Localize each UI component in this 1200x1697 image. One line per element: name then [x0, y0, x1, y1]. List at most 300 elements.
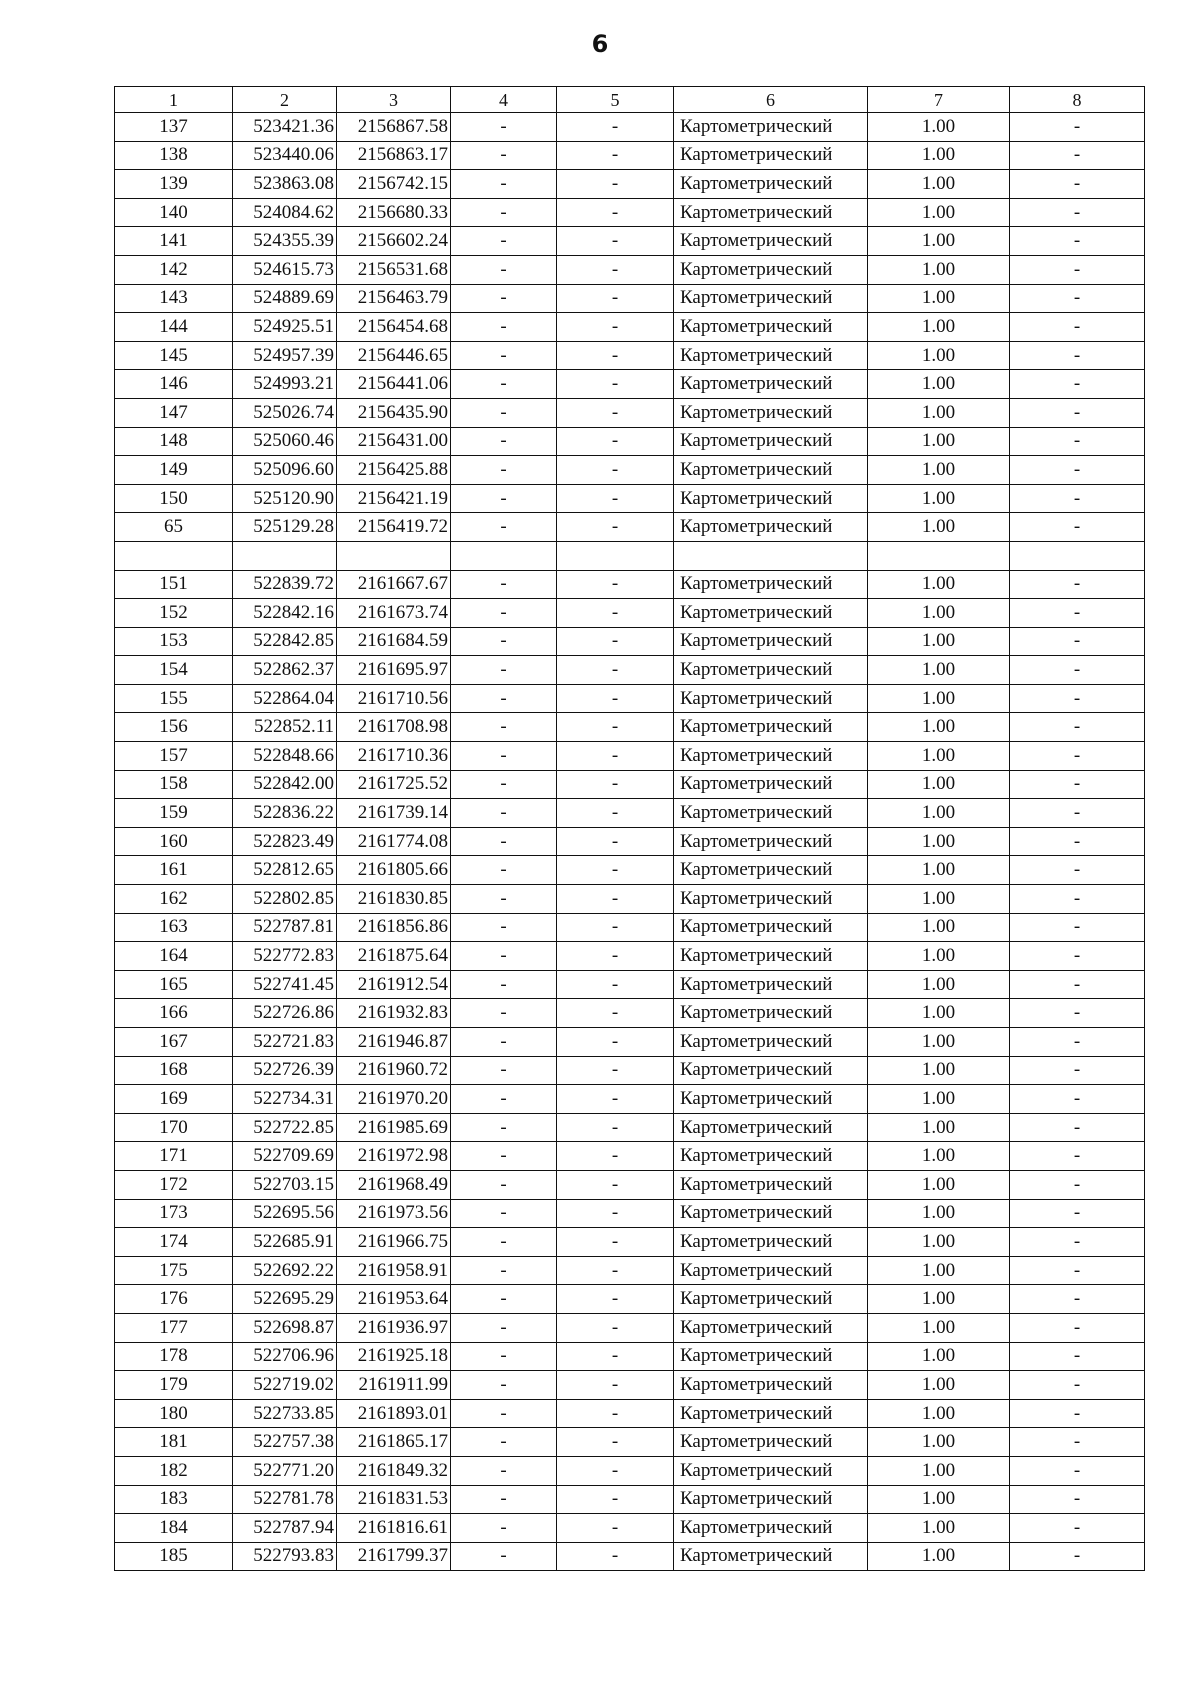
col-4-cell: -: [451, 141, 557, 170]
col-8-cell: -: [1010, 770, 1145, 799]
col-4-cell: -: [451, 484, 557, 513]
method-cell: Картометрический: [674, 799, 868, 828]
x-coordinate-cell: 524889.69: [233, 284, 337, 313]
accuracy-cell: 1.00: [868, 1285, 1010, 1314]
point-number-cell: 137: [115, 113, 233, 142]
y-coordinate-cell: 2161849.32: [337, 1456, 451, 1485]
accuracy-cell: 1.00: [868, 1399, 1010, 1428]
col-5-cell: -: [557, 427, 674, 456]
col-8-cell: -: [1010, 713, 1145, 742]
method-cell: Картометрический: [674, 1542, 868, 1571]
table-row: [115, 684, 1145, 713]
table-row: [115, 456, 1145, 485]
col-5-cell: -: [557, 770, 674, 799]
col-4-cell: -: [451, 1542, 557, 1571]
method-cell: Картометрический: [674, 398, 868, 427]
col-8-cell: -: [1010, 1285, 1145, 1314]
col-8-cell: [1010, 541, 1145, 570]
table-row: [115, 427, 1145, 456]
y-coordinate-cell: 2156742.15: [337, 170, 451, 199]
x-coordinate-cell: 522781.78: [233, 1485, 337, 1514]
table-row: [115, 970, 1145, 999]
point-number-cell: 174: [115, 1228, 233, 1257]
col-5-cell: -: [557, 656, 674, 685]
col-5-cell: [557, 541, 674, 570]
x-coordinate-cell: 522734.31: [233, 1085, 337, 1114]
col-5-cell: -: [557, 570, 674, 599]
y-coordinate-cell: 2161710.56: [337, 684, 451, 713]
col-5-cell: -: [557, 484, 674, 513]
point-number-cell: 165: [115, 970, 233, 999]
method-cell: Картометрический: [674, 1028, 868, 1057]
col-8-cell: -: [1010, 1456, 1145, 1485]
y-coordinate-cell: 2161970.20: [337, 1085, 451, 1114]
col-8-cell: -: [1010, 1113, 1145, 1142]
col-5-cell: -: [557, 1285, 674, 1314]
y-coordinate-cell: 2161831.53: [337, 1485, 451, 1514]
col-5-cell: -: [557, 827, 674, 856]
col-8-cell: -: [1010, 1542, 1145, 1571]
y-coordinate-cell: 2161953.64: [337, 1285, 451, 1314]
col-5-cell: -: [557, 1056, 674, 1085]
col-8-cell: -: [1010, 742, 1145, 771]
col-4-cell: -: [451, 942, 557, 971]
col-5-cell: -: [557, 313, 674, 342]
col-8-cell: -: [1010, 313, 1145, 342]
col-4-cell: -: [451, 1199, 557, 1228]
method-cell: Картометрический: [674, 456, 868, 485]
y-coordinate-cell: 2161875.64: [337, 942, 451, 971]
point-number-cell: 181: [115, 1428, 233, 1457]
col-5-cell: -: [557, 742, 674, 771]
point-number-cell: 158: [115, 770, 233, 799]
col-8-cell: -: [1010, 113, 1145, 142]
col-8-cell: -: [1010, 227, 1145, 256]
point-number-cell: 183: [115, 1485, 233, 1514]
method-cell: Картометрический: [674, 255, 868, 284]
method-cell: Картометрический: [674, 427, 868, 456]
table-row: [115, 1313, 1145, 1342]
x-coordinate-cell: 522741.45: [233, 970, 337, 999]
col-4-cell: -: [451, 1456, 557, 1485]
method-cell: Картометрический: [674, 341, 868, 370]
x-coordinate-cell: 522719.02: [233, 1371, 337, 1400]
col-4-cell: -: [451, 827, 557, 856]
table-row: [115, 1342, 1145, 1371]
table-row: [115, 742, 1145, 771]
col-5-cell: -: [557, 885, 674, 914]
accuracy-cell: 1.00: [868, 770, 1010, 799]
col-8-cell: -: [1010, 1514, 1145, 1543]
method-cell: Картометрический: [674, 742, 868, 771]
col-4-cell: -: [451, 999, 557, 1028]
y-coordinate-cell: 2161925.18: [337, 1342, 451, 1371]
table-row: [115, 1056, 1145, 1085]
col-5-cell: -: [557, 1113, 674, 1142]
col-4-cell: -: [451, 513, 557, 542]
method-cell: Картометрический: [674, 1228, 868, 1257]
col-8-cell: -: [1010, 799, 1145, 828]
table-row: [115, 113, 1145, 142]
y-coordinate-cell: 2161972.98: [337, 1142, 451, 1171]
method-cell: Картометрический: [674, 1514, 868, 1543]
accuracy-cell: 1.00: [868, 227, 1010, 256]
point-number-cell: 171: [115, 1142, 233, 1171]
method-cell: Картометрический: [674, 827, 868, 856]
accuracy-cell: 1.00: [868, 1542, 1010, 1571]
method-cell: Картометрический: [674, 1456, 868, 1485]
y-coordinate-cell: 2156435.90: [337, 398, 451, 427]
col-5-cell: -: [557, 799, 674, 828]
x-coordinate-cell: 524957.39: [233, 341, 337, 370]
col-5-cell: -: [557, 1371, 674, 1400]
y-coordinate-cell: 2161966.75: [337, 1228, 451, 1257]
accuracy-cell: 1.00: [868, 999, 1010, 1028]
col-8-cell: -: [1010, 1399, 1145, 1428]
x-coordinate-cell: 523421.36: [233, 113, 337, 142]
col-4-cell: -: [451, 370, 557, 399]
y-coordinate-cell: 2161708.98: [337, 713, 451, 742]
point-number-cell: 167: [115, 1028, 233, 1057]
table-row: [115, 827, 1145, 856]
point-number-cell: 185: [115, 1542, 233, 1571]
point-number-cell: 151: [115, 570, 233, 599]
col-8-cell: -: [1010, 1056, 1145, 1085]
accuracy-cell: 1.00: [868, 627, 1010, 656]
col-4-cell: -: [451, 1342, 557, 1371]
col-8-cell: -: [1010, 341, 1145, 370]
col-4-cell: -: [451, 198, 557, 227]
col-4-cell: -: [451, 1485, 557, 1514]
table-row: [115, 1085, 1145, 1114]
col-8-cell: -: [1010, 456, 1145, 485]
accuracy-cell: 1.00: [868, 341, 1010, 370]
col-5-cell: -: [557, 1542, 674, 1571]
table-row: [115, 770, 1145, 799]
point-number-cell: 161: [115, 856, 233, 885]
col-8-cell: -: [1010, 1371, 1145, 1400]
col-5-cell: -: [557, 970, 674, 999]
col-8-cell: -: [1010, 370, 1145, 399]
method-cell: Картометрический: [674, 513, 868, 542]
point-number-cell: 150: [115, 484, 233, 513]
y-coordinate-cell: 2161805.66: [337, 856, 451, 885]
x-coordinate-cell: 522787.81: [233, 913, 337, 942]
table-row: [115, 1228, 1145, 1257]
accuracy-cell: 1.00: [868, 484, 1010, 513]
table-row: [115, 398, 1145, 427]
accuracy-cell: 1.00: [868, 713, 1010, 742]
point-number-cell: 175: [115, 1256, 233, 1285]
col-8-cell: -: [1010, 627, 1145, 656]
method-cell: Картометрический: [674, 1085, 868, 1114]
col-8-cell: -: [1010, 141, 1145, 170]
col-8-cell: -: [1010, 570, 1145, 599]
method-cell: Картометрический: [674, 627, 868, 656]
y-coordinate-cell: 2161932.83: [337, 999, 451, 1028]
accuracy-cell: 1.00: [868, 1228, 1010, 1257]
col-5-cell: -: [557, 1228, 674, 1257]
col-5-cell: -: [557, 856, 674, 885]
col-8-cell: -: [1010, 1313, 1145, 1342]
col-4-cell: -: [451, 1228, 557, 1257]
x-coordinate-cell: 522823.49: [233, 827, 337, 856]
table-row: [115, 141, 1145, 170]
accuracy-cell: 1.00: [868, 513, 1010, 542]
method-cell: Картометрический: [674, 970, 868, 999]
point-number-cell: 145: [115, 341, 233, 370]
col-8-cell: -: [1010, 1142, 1145, 1171]
col-8-cell: -: [1010, 1028, 1145, 1057]
col-8-cell: -: [1010, 913, 1145, 942]
col-4-cell: -: [451, 799, 557, 828]
col-5-cell: -: [557, 627, 674, 656]
x-coordinate-cell: 524615.73: [233, 255, 337, 284]
point-number-cell: 140: [115, 198, 233, 227]
x-coordinate-cell: 522852.11: [233, 713, 337, 742]
accuracy-cell: 1.00: [868, 885, 1010, 914]
accuracy-cell: 1.00: [868, 1428, 1010, 1457]
point-number-cell: 179: [115, 1371, 233, 1400]
col-8-cell: -: [1010, 827, 1145, 856]
col-5-cell: -: [557, 684, 674, 713]
x-coordinate-cell: 522772.83: [233, 942, 337, 971]
point-number-cell: 152: [115, 599, 233, 628]
col-4-cell: -: [451, 885, 557, 914]
col-5-cell: -: [557, 284, 674, 313]
method-cell: Картометрический: [674, 770, 868, 799]
col-4-cell: -: [451, 1399, 557, 1428]
point-number-cell: 184: [115, 1514, 233, 1543]
y-coordinate-cell: 2156454.68: [337, 313, 451, 342]
x-coordinate-cell: 525129.28: [233, 513, 337, 542]
x-coordinate-cell: 522695.29: [233, 1285, 337, 1314]
method-cell: Картометрический: [674, 370, 868, 399]
point-number-cell: 142: [115, 255, 233, 284]
accuracy-cell: 1.00: [868, 313, 1010, 342]
table-row: [115, 713, 1145, 742]
y-coordinate-cell: 2156421.19: [337, 484, 451, 513]
accuracy-cell: 1.00: [868, 1313, 1010, 1342]
header-cell: 1: [115, 87, 233, 113]
y-coordinate-cell: 2161667.67: [337, 570, 451, 599]
point-number-cell: 144: [115, 313, 233, 342]
y-coordinate-cell: 2156446.65: [337, 341, 451, 370]
col-4-cell: -: [451, 1028, 557, 1057]
table-row: [115, 1371, 1145, 1400]
table-row: [115, 227, 1145, 256]
col-8-cell: -: [1010, 1228, 1145, 1257]
method-cell: Картометрический: [674, 999, 868, 1028]
method-cell: Картометрический: [674, 599, 868, 628]
x-coordinate-cell: 522842.16: [233, 599, 337, 628]
col-4-cell: -: [451, 856, 557, 885]
point-number-cell: 154: [115, 656, 233, 685]
col-4-cell: -: [451, 770, 557, 799]
y-coordinate-cell: 2156680.33: [337, 198, 451, 227]
y-coordinate-cell: 2161774.08: [337, 827, 451, 856]
method-cell: Картометрический: [674, 1256, 868, 1285]
accuracy-cell: 1.00: [868, 599, 1010, 628]
col-5-cell: -: [557, 1313, 674, 1342]
x-coordinate-cell: 522839.72: [233, 570, 337, 599]
col-4-cell: -: [451, 627, 557, 656]
table-row: [115, 1256, 1145, 1285]
table-header-row: [115, 87, 1145, 113]
x-coordinate-cell: 522733.85: [233, 1399, 337, 1428]
col-4-cell: -: [451, 1113, 557, 1142]
y-coordinate-cell: 2161695.97: [337, 656, 451, 685]
method-cell: Картометрический: [674, 1342, 868, 1371]
point-number-cell: 182: [115, 1456, 233, 1485]
y-coordinate-cell: 2161799.37: [337, 1542, 451, 1571]
point-number-cell: 176: [115, 1285, 233, 1314]
accuracy-cell: 1.00: [868, 456, 1010, 485]
col-5-cell: -: [557, 513, 674, 542]
col-8-cell: -: [1010, 255, 1145, 284]
col-8-cell: -: [1010, 284, 1145, 313]
method-cell: Картометрический: [674, 1399, 868, 1428]
col-4-cell: -: [451, 284, 557, 313]
x-coordinate-cell: 522685.91: [233, 1228, 337, 1257]
y-coordinate-cell: 2156431.00: [337, 427, 451, 456]
col-8-cell: -: [1010, 1199, 1145, 1228]
accuracy-cell: 1.00: [868, 1170, 1010, 1199]
x-coordinate-cell: 522703.15: [233, 1170, 337, 1199]
table-row: [115, 1170, 1145, 1199]
col-4-cell: -: [451, 1142, 557, 1171]
col-5-cell: -: [557, 1399, 674, 1428]
col-4-cell: -: [451, 1514, 557, 1543]
col-8-cell: -: [1010, 513, 1145, 542]
col-4-cell: -: [451, 313, 557, 342]
col-5-cell: -: [557, 1342, 674, 1371]
header-cell: 8: [1010, 87, 1145, 113]
method-cell: Картометрический: [674, 1113, 868, 1142]
table-row: [115, 513, 1145, 542]
method-cell: Картометрический: [674, 313, 868, 342]
y-coordinate-cell: 2156867.58: [337, 113, 451, 142]
header-cell: 6: [674, 87, 868, 113]
accuracy-cell: 1.00: [868, 942, 1010, 971]
accuracy-cell: 1.00: [868, 1028, 1010, 1057]
col-5-cell: -: [557, 1456, 674, 1485]
x-coordinate-cell: 523440.06: [233, 141, 337, 170]
x-coordinate-cell: 522793.83: [233, 1542, 337, 1571]
point-number-cell: 141: [115, 227, 233, 256]
point-number-cell: 157: [115, 742, 233, 771]
table-row: [115, 1113, 1145, 1142]
col-5-cell: -: [557, 1514, 674, 1543]
col-5-cell: -: [557, 227, 674, 256]
table-row: [115, 913, 1145, 942]
y-coordinate-cell: 2161960.72: [337, 1056, 451, 1085]
col-8-cell: -: [1010, 198, 1145, 227]
method-cell: Картометрический: [674, 1313, 868, 1342]
x-coordinate-cell: 523863.08: [233, 170, 337, 199]
method-cell: Картометрический: [674, 1199, 868, 1228]
col-4-cell: -: [451, 456, 557, 485]
accuracy-cell: 1.00: [868, 1371, 1010, 1400]
method-cell: Картометрический: [674, 1056, 868, 1085]
col-4-cell: -: [451, 1256, 557, 1285]
table-row: [115, 599, 1145, 628]
col-8-cell: -: [1010, 170, 1145, 199]
y-coordinate-cell: 2161865.17: [337, 1428, 451, 1457]
col-4-cell: -: [451, 1056, 557, 1085]
col-8-cell: -: [1010, 656, 1145, 685]
method-cell: Картометрический: [674, 198, 868, 227]
point-number-cell: 149: [115, 456, 233, 485]
x-coordinate-cell: 522802.85: [233, 885, 337, 914]
y-coordinate-cell: 2161739.14: [337, 799, 451, 828]
x-coordinate-cell: 522787.94: [233, 1514, 337, 1543]
table-row: [115, 541, 1145, 570]
x-coordinate-cell: 522757.38: [233, 1428, 337, 1457]
accuracy-cell: 1.00: [868, 170, 1010, 199]
method-cell: Картометрический: [674, 856, 868, 885]
col-5-cell: -: [557, 1485, 674, 1514]
point-number-cell: 177: [115, 1313, 233, 1342]
y-coordinate-cell: 2161684.59: [337, 627, 451, 656]
method-cell: Картометрический: [674, 713, 868, 742]
accuracy-cell: 1.00: [868, 255, 1010, 284]
x-coordinate-cell: 525096.60: [233, 456, 337, 485]
col-4-cell: -: [451, 742, 557, 771]
col-4-cell: -: [451, 1285, 557, 1314]
col-4-cell: [451, 541, 557, 570]
col-4-cell: -: [451, 1313, 557, 1342]
x-coordinate-cell: 525060.46: [233, 427, 337, 456]
col-8-cell: -: [1010, 398, 1145, 427]
col-5-cell: -: [557, 198, 674, 227]
method-cell: Картометрический: [674, 141, 868, 170]
x-coordinate-cell: 522695.56: [233, 1199, 337, 1228]
accuracy-cell: 1.00: [868, 742, 1010, 771]
y-coordinate-cell: 2161816.61: [337, 1514, 451, 1543]
col-4-cell: -: [451, 656, 557, 685]
accuracy-cell: 1.00: [868, 1113, 1010, 1142]
x-coordinate-cell: 522722.85: [233, 1113, 337, 1142]
coordinates-table: [114, 86, 1145, 1571]
y-coordinate-cell: 2161968.49: [337, 1170, 451, 1199]
x-coordinate-cell: 522848.66: [233, 742, 337, 771]
table-row: [115, 1485, 1145, 1514]
col-4-cell: -: [451, 684, 557, 713]
point-number-cell: 156: [115, 713, 233, 742]
method-cell: Картометрический: [674, 284, 868, 313]
table-row: [115, 1514, 1145, 1543]
x-coordinate-cell: 522692.22: [233, 1256, 337, 1285]
y-coordinate-cell: 2161856.86: [337, 913, 451, 942]
col-8-cell: -: [1010, 1428, 1145, 1457]
table-row: [115, 284, 1145, 313]
y-coordinate-cell: 2161936.97: [337, 1313, 451, 1342]
method-cell: Картометрический: [674, 570, 868, 599]
method-cell: [674, 541, 868, 570]
accuracy-cell: 1.00: [868, 1199, 1010, 1228]
accuracy-cell: [868, 541, 1010, 570]
y-coordinate-cell: 2161710.36: [337, 742, 451, 771]
x-coordinate-cell: 522836.22: [233, 799, 337, 828]
method-cell: Картометрический: [674, 684, 868, 713]
y-coordinate-cell: 2161958.91: [337, 1256, 451, 1285]
col-4-cell: -: [451, 341, 557, 370]
method-cell: Картометрический: [674, 484, 868, 513]
col-4-cell: -: [451, 1170, 557, 1199]
col-8-cell: -: [1010, 484, 1145, 513]
col-5-cell: -: [557, 1028, 674, 1057]
